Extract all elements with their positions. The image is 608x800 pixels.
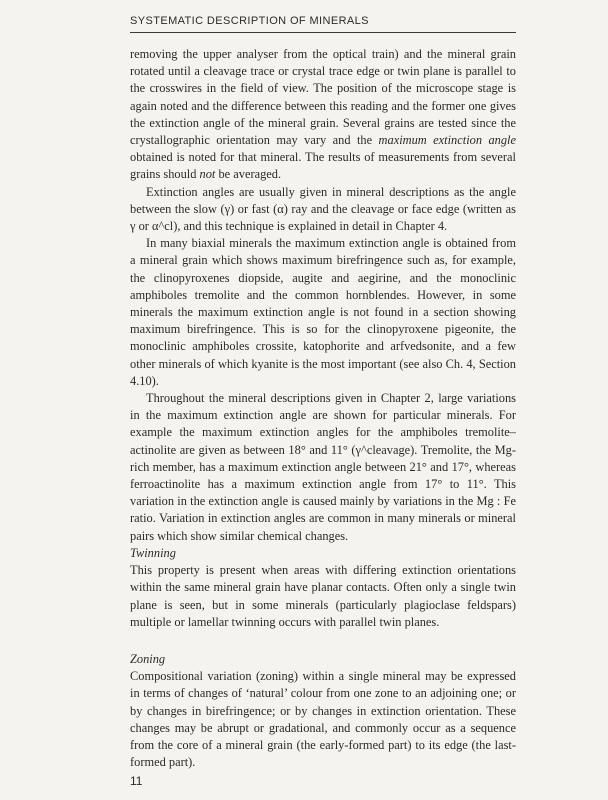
paragraph-4: Throughout the mineral descriptions given in Chapter 2, large variations in the maximum extinction angle are shown for particular minerals. For example the maximum extinction angles for the amphiboles tremolite–actinolite are given as between 18° and 11° (γ^cleavage). Tremolite, the Mg-rich member, has a maximum extinction angle between 21° and 17°, whereas ferroactinolite has a maximum extinction angle from 17° to 11°. This variation in the extinction angle is caused mainly by variations in the Mg : Fe ratio. Variation in extinction angles are common in many minerals or mineral pairs which show similar chemical changes. <box>130 391 516 543</box>
page-number: 11 <box>130 774 143 788</box>
header-rule <box>130 32 516 33</box>
section-text-twinning: This property is present when areas with differing extinction orientations within the same mineral grain have planar contacts. Often only a single twin plane is seen, but in some minerals (particularly plagioclase feldspars) multiple or lamellar twinning occurs with parallel twin planes. <box>130 563 516 629</box>
section-heading-zoning: Zoning <box>130 651 166 666</box>
running-head: SYSTEMATIC DESCRIPTION OF MINERALS <box>130 15 369 27</box>
emphasis-not: not <box>199 167 216 182</box>
paragraph-2: Extinction angles are usually given in mineral descriptions as the angle between the slow (γ) or fast (α) ray and the cleavage or face edge (written as γ or α^cl), and this technique is explained in detail in Chapter 4. <box>130 184 516 234</box>
section-heading-twinning: Twinning <box>130 545 176 560</box>
paragraph-3: In many biaxial minerals the maximum extinction angle is obtained from a mineral grain which shows maximum birefringence such as, for example, the clinopyroxenes diopside, augite and aegirine, and the monoclinic amphiboles tremolite and the common hornblendes. However, in some minerals the maximum extinction angle is not found in a section showing maximum birefringence. This is so for the clinopyroxene pigeonite, the monoclinic amphiboles crossite, katophorite and arfvedsonite, and a few other minerals of which kyanite is the most important (see also Ch. 4, Section 4.10). <box>130 236 516 388</box>
body-text <box>130 46 516 771</box>
emphasis-maximum-extinction-angle: maximum extinction angle <box>378 133 516 148</box>
paragraph-1: removing the upper analyser from the optical train) and the mineral grain rotated until a cleavage trace or crystal trace edge or twin plane is parallel to the crosswires in the field of view. The position of the microscope stage is again noted and the difference between this reading and the former one gives the extinction angle of the mineral grain. Several grains are tested since the crystallographic orientation may vary and the maximum extinction angle obtained is noted for that mineral. The results of measurements from several grains should not be averaged. <box>130 47 516 182</box>
section-text-zoning: Compositional variation (zoning) within a single mineral may be expressed in terms of changes of ‘natural’ colour from one zone to an adjoining one; or by changes in birefringence; or by changes in extinction orientation. These changes may be abrupt or gradational, and commonly occur as a sequence from the core of a mineral grain (the early-formed part) to its edge (the last-formed part). <box>130 669 516 770</box>
